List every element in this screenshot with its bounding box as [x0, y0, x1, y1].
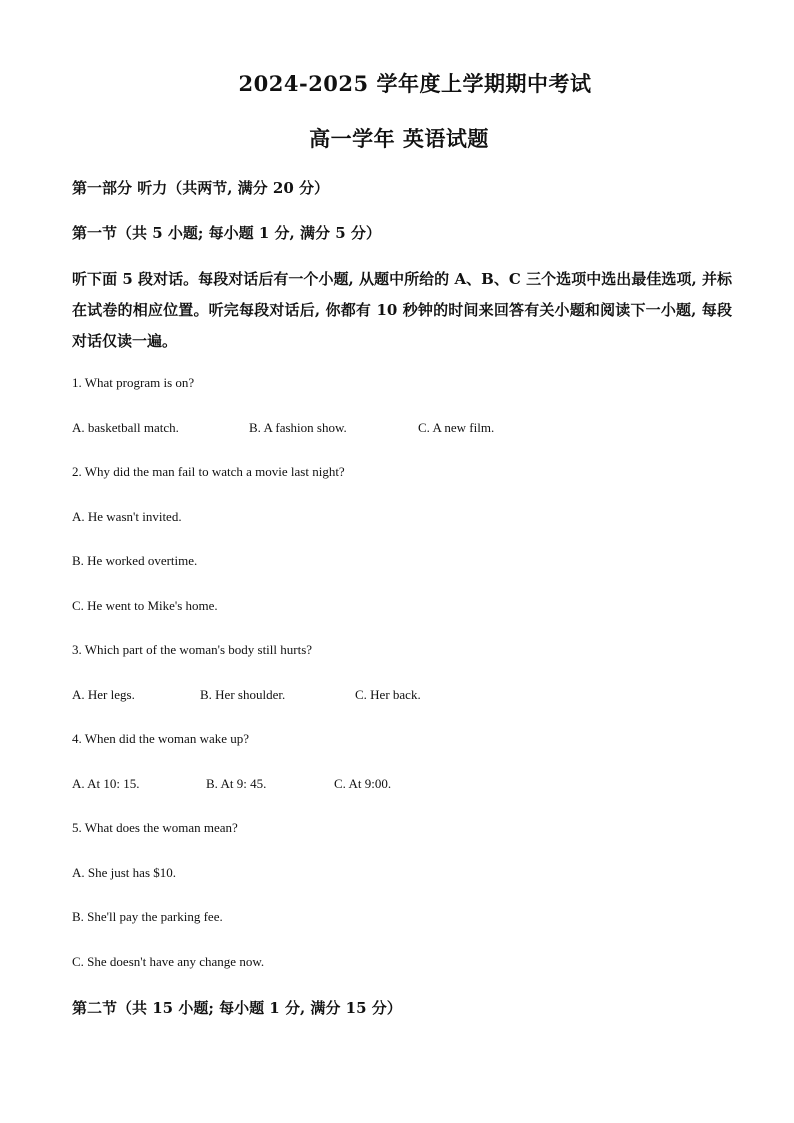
question-4-option-a: A. At 10: 15. — [72, 776, 140, 791]
question-2-option-c: C. He went to Mike's home. — [72, 598, 218, 613]
question-4-stem: 4. When did the woman wake up? — [72, 731, 250, 746]
question-4-option-c: C. At 9:00. — [334, 776, 392, 791]
question-5-stem: 5. What does the woman mean? — [72, 820, 238, 835]
question-1-option-b: B. A fashion show. — [249, 420, 347, 435]
question-3-option-a: A. Her legs. — [72, 687, 135, 702]
question-5-option-a: A. She just has $10. — [72, 865, 176, 880]
listening-instructions: 听下面 5 段对话。每段对话后有一个小题, 从题中所给的 A、B、C 三个选项中选出最佳选项, 并标在试卷的相应位置。听完每段对话后, 你都有 10 秒钟的时间来回答有关小题和阅读下一小题, 每段对话仅读一遍。 — [72, 270, 732, 350]
section1-heading: 第一节（共 5 小题; 每小题 1 分, 满分 5 分） — [72, 224, 381, 242]
question-2-stem: 2. Why did the man fail to watch a movie last night? — [72, 464, 345, 479]
exam-subtitle: 高一学年 英语试题 — [309, 126, 489, 151]
question-4-option-b: B. At 9: 45. — [206, 776, 267, 791]
question-2-option-a: A. He wasn't invited. — [72, 509, 182, 524]
exam-title: 2024-2025 学年度上学期期中考试 — [238, 71, 592, 96]
question-1-stem: 1. What program is on? — [72, 375, 195, 390]
question-1-option-c: C. A new film. — [418, 420, 495, 435]
part1-heading: 第一部分 听力（共两节, 满分 20 分） — [72, 179, 329, 197]
question-3-option-c: C. Her back. — [355, 687, 421, 702]
question-5-option-b: B. She'll pay the parking fee. — [72, 909, 223, 924]
question-3-option-b: B. Her shoulder. — [200, 687, 286, 702]
question-5-option-c: C. She doesn't have any change now. — [72, 954, 265, 969]
question-1-option-a: A. basketball match. — [72, 420, 179, 435]
question-3-stem: 3. Which part of the woman's body still hurts? — [72, 642, 313, 657]
section2-heading: 第二节（共 15 小题; 每小题 1 分, 满分 15 分） — [72, 999, 402, 1017]
question-2-option-b: B. He worked overtime. — [72, 553, 198, 568]
